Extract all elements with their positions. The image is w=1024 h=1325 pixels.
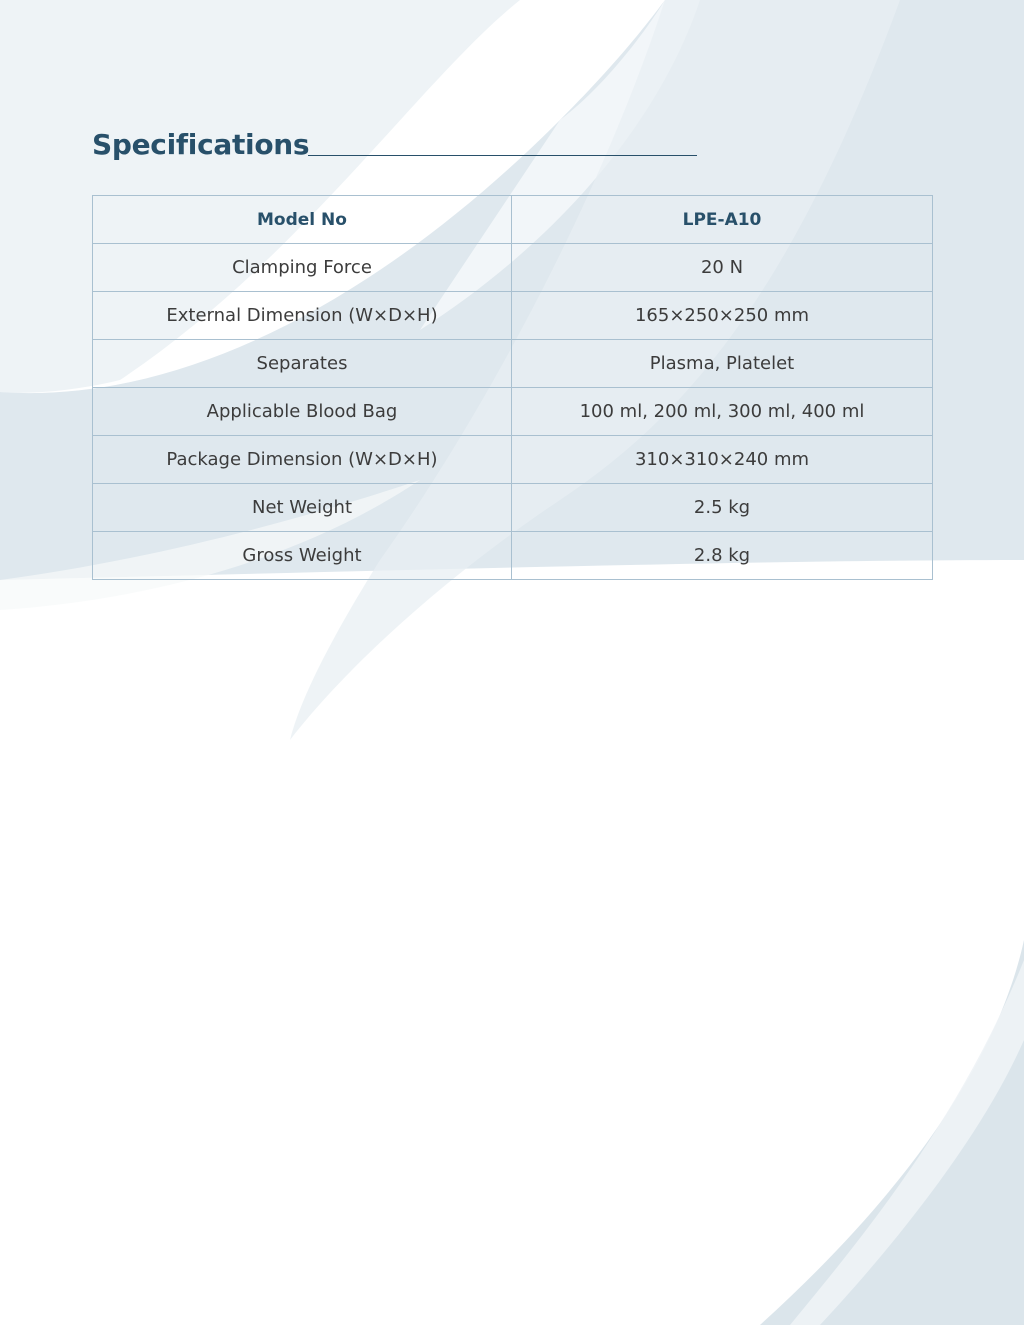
table-row: [93, 532, 933, 580]
table-row: [93, 388, 933, 436]
spec-label: Clamping Force: [93, 244, 512, 292]
spec-label: Gross Weight: [93, 532, 512, 580]
spec-value: 20 N: [512, 244, 933, 292]
table-header-row: [93, 196, 933, 244]
spec-value: Plasma, Platelet: [512, 340, 933, 388]
spec-label: Package Dimension (W×D×H): [93, 436, 512, 484]
spec-value: 100 ml, 200 ml, 300 ml, 400 ml: [512, 388, 933, 436]
spec-label: Applicable Blood Bag: [93, 388, 512, 436]
spec-value: 310×310×240 mm: [512, 436, 933, 484]
header-label-cell: Model No: [93, 196, 512, 244]
spec-value: 2.8 kg: [512, 532, 933, 580]
section-header: [92, 126, 309, 164]
table-row: [93, 484, 933, 532]
spec-label: External Dimension (W×D×H): [93, 292, 512, 340]
spec-label: Separates: [93, 340, 512, 388]
header-value-cell: LPE-A10: [512, 196, 933, 244]
spec-label: Net Weight: [93, 484, 512, 532]
page-title: Specifications: [92, 128, 310, 161]
table-row: [93, 292, 933, 340]
table-row: [93, 244, 933, 292]
specifications-table: [92, 195, 933, 580]
title-underline: [308, 155, 697, 156]
spec-value: 165×250×250 mm: [512, 292, 933, 340]
spec-value: 2.5 kg: [512, 484, 933, 532]
table-row: [93, 340, 933, 388]
table-row: [93, 436, 933, 484]
